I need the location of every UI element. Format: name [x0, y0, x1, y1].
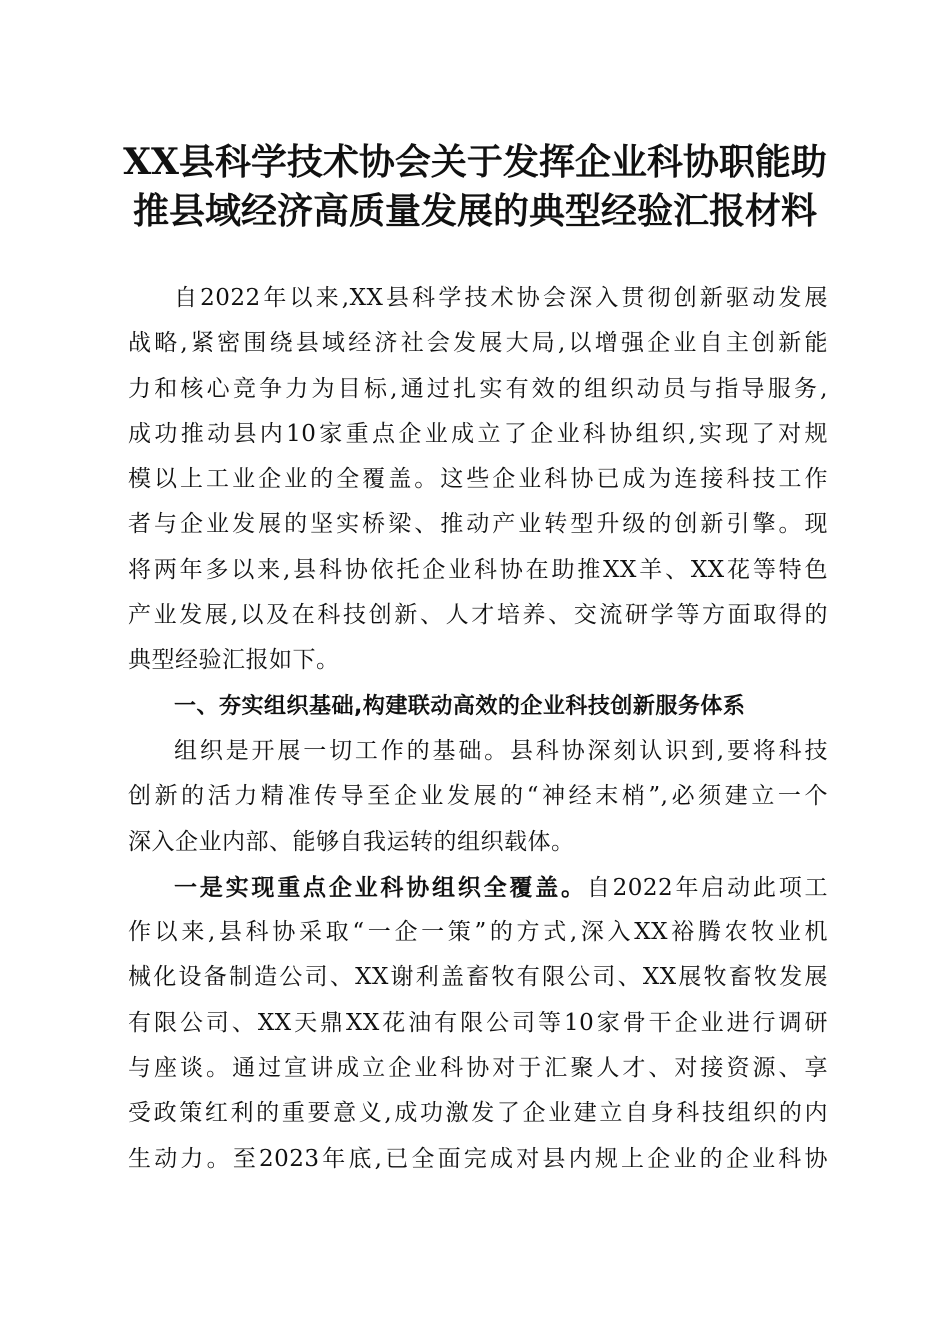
text-line: 受政策红利的重要意义,成功激发了企业建立自身科技组织的内	[128, 1100, 828, 1127]
paragraph-coverage	[128, 865, 828, 1182]
paragraph-intro	[128, 276, 828, 684]
text-run: 自2022年启动此项工	[586, 874, 828, 901]
paragraph-organization	[128, 729, 828, 865]
paragraph-lead: 一是实现重点企业科协组织全覆盖。	[174, 873, 587, 901]
text-line: 力和核心竞争力为目标,通过扎实有效的组织动员与指导服务,	[128, 375, 828, 402]
text-line: 将两年多以来,县科协依托企业科协在助推XX羊、XX花等特色	[128, 556, 828, 583]
text-line: 模以上工业企业的全覆盖。这些企业科协已成为连接科技工作	[128, 466, 828, 493]
text-line: 与座谈。通过宣讲成立企业科协对于汇聚人才、对接资源、享	[128, 1055, 828, 1082]
text-line: 作以来,县科协采取“一企一策”的方式,深入XX裕腾农牧业机	[128, 919, 828, 946]
document-body	[128, 276, 828, 1182]
title-line: 推县域经济高质量发展的典型经验汇报材料	[132, 190, 817, 232]
text-line: 有限公司、XX天鼎XX花油有限公司等10家骨干企业进行调研	[128, 1009, 828, 1036]
text-line: 成功推动县内10家重点企业成立了企业科协组织,实现了对规	[128, 420, 828, 447]
text-line	[128, 865, 828, 910]
title-line: XX县科学技术协会关于发挥企业科协职能助	[123, 141, 827, 183]
text-line: 自2022年以来,XX县科学技术协会深入贯彻创新驱动发展	[174, 285, 828, 311]
text-line: 者与企业发展的坚实桥梁、推动产业转型升级的创新引擎。现	[128, 511, 828, 538]
text-line: 创新的活力精准传导至企业发展的“神经末梢”,必须建立一个	[128, 783, 828, 810]
text-line: 深入企业内部、能够自我运转的组织载体。	[128, 828, 575, 855]
text-line: 械化设备制造公司、XX谢利盖畜牧有限公司、XX展牧畜牧发展	[128, 964, 828, 991]
text-line: 战略,紧密围绕县域经济社会发展大局,以增强企业自主创新能	[128, 330, 828, 357]
text-line: 典型经验汇报如下。	[128, 647, 340, 674]
section-heading: 一、夯实组织基础,构建联动高效的企业科技创新服务体系	[174, 693, 746, 719]
document-title	[100, 138, 850, 236]
text-line: 组织是开展一切工作的基础。县科协深刻认识到,要将科技	[174, 737, 828, 764]
text-line: 生动力。至2023年底,已全面完成对县内规上企业的企业科协	[128, 1145, 828, 1172]
text-line: 产业发展,以及在科技创新、人才培养、交流研学等方面取得的	[128, 602, 828, 629]
